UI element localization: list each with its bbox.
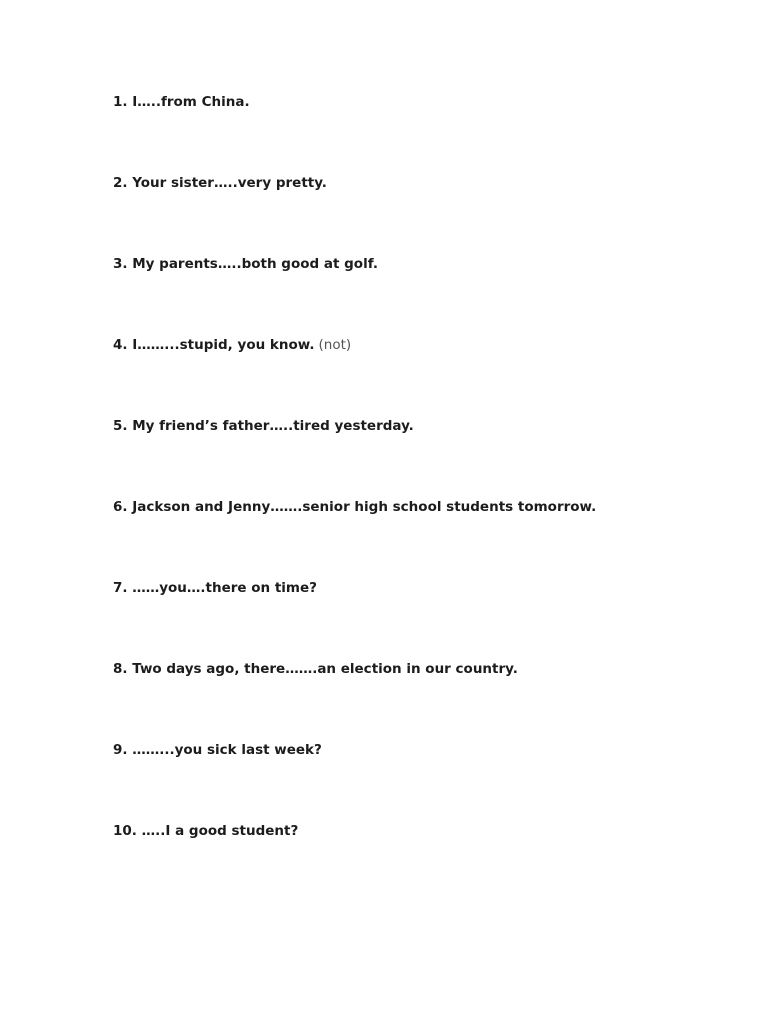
question-text: 2. Your sister…..very pretty. (113, 175, 327, 191)
question-8 (113, 658, 596, 739)
question-text: 4. I……...stupid, you know. (113, 337, 315, 353)
question-10 (113, 820, 596, 901)
question-list (113, 91, 596, 901)
question-hint: (not) (318, 337, 352, 353)
question-text: 8. Two days ago, there…….an election in our country. (113, 661, 518, 677)
question-2 (113, 172, 596, 253)
question-text: 9. ……...you sick last week? (113, 742, 322, 758)
question-text: 10. …..I a good student? (113, 823, 299, 839)
question-4 (113, 334, 596, 415)
question-6 (113, 496, 596, 577)
question-text: 5. My friend’s father…..tired yesterday. (113, 418, 414, 434)
question-text: 6. Jackson and Jenny…….senior high school students tomorrow. (113, 499, 597, 515)
question-9 (113, 739, 596, 820)
question-text: 1. I…..from China. (113, 94, 250, 110)
question-3 (113, 253, 596, 334)
question-7 (113, 577, 596, 658)
question-text: 7. ……you….there on time? (113, 580, 317, 596)
question-text: 3. My parents…..both good at golf. (113, 256, 378, 272)
question-5 (113, 415, 596, 496)
question-1 (113, 91, 596, 172)
